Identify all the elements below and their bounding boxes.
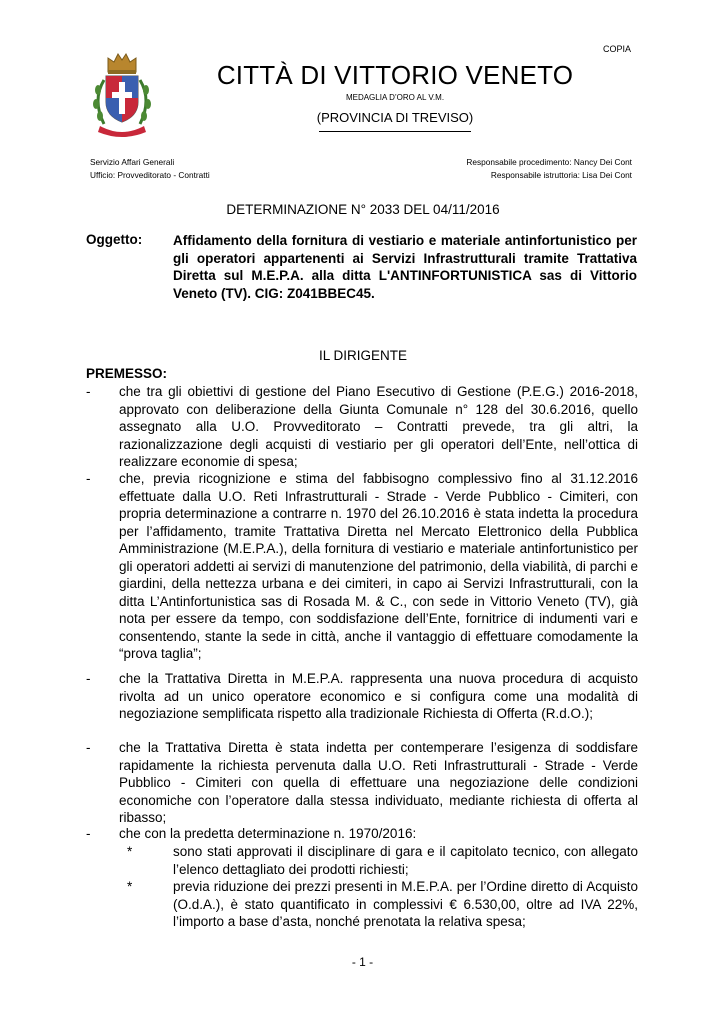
responsible-procedure: Responsabile procedimento: Nancy Dei Cont	[466, 157, 632, 167]
subject-label: Oggetto:	[86, 232, 143, 247]
sub-item: sono stati approvati il disciplinare di gara e il capitolato tecnico, con allegato l’elenco dettagliato dei prodotti richiesti;	[173, 844, 638, 877]
premise-item: che la Trattativa Diretta in M.E.P.A. rappresenta una nuova procedura di acquisto rivolta ad un unico operatore economico e si configura come una modalità di negoziazione semplificata rispetto alla tradizionale Richiesta di Offerta (R.d.O.);	[119, 671, 638, 721]
bullet-dash: -	[86, 384, 91, 399]
office-unit: Ufficio: Provveditorato - Contratti	[90, 170, 210, 180]
bullet-star: *	[127, 879, 133, 894]
premise-item: che con la predetta determinazione n. 1970/2016:	[119, 826, 417, 841]
city-title: CITTÀ DI VITTORIO VENETO	[216, 60, 574, 90]
province-subtitle: (PROVINCIA DI TREVISO)	[316, 110, 474, 125]
bullet-star: *	[127, 844, 133, 859]
responsible-info	[466, 156, 632, 182]
city-crest-logo	[86, 50, 158, 140]
section-heading: IL DIRIGENTE	[318, 348, 407, 363]
page-number: - 1 -	[351, 955, 374, 969]
premise-item: che la Trattativa Diretta è stata indetta per contemperare l’esigenza di soddisfare rapidamente la richiesta pervenuta dalla U.O. Reti Infrastrutturali - Strade - Verde Pubblico - Cimiteri con quella di effettuare una negoziazione delle condizioni economiche con l’operatore dalla stessa individuato, mediante richiesta di offerta al ribasso;	[119, 740, 638, 825]
bullet-dash: -	[86, 740, 91, 755]
bullet-dash: -	[86, 471, 91, 486]
header-divider	[319, 131, 471, 132]
bullet-dash: -	[86, 826, 91, 841]
premise-item: che tra gli obiettivi di gestione del Piano Esecutivo di Gestione (P.E.G.) 2016-2018, approvato con deliberazione della Giunta Comunale n° 128 del 30.6.2016, quello assegnato alla U.O. Provveditorato – Contratti prevede, tra gli altri, la razionalizzazione degli acquisti di vestiario per gli operatori dell’Ente, nell’ottica di realizzare economie di spesa;	[119, 384, 638, 469]
subject-text: Affidamento della fornitura di vestiario e materiale antinfortunistico per gli operatori appartenenti ai Servizi Infrastrutturali tramite Trattativa Diretta sul M.E.P.A. alla ditta L'ANTINFORTUNISTICA sas di Vittorio Veneto (TV). CIG: Z041BBEC45.	[173, 233, 637, 301]
copy-label: COPIA	[602, 44, 631, 54]
determination-title: DETERMINAZIONE N° 2033 DEL 04/11/2016	[226, 202, 500, 217]
office-service: Servizio Affari Generali	[90, 157, 175, 167]
office-info	[90, 156, 210, 182]
premise-item: che, previa ricognizione e stima del fabbisogno complessivo fino al 31.12.2016 effettuate dalla U.O. Reti Infrastrutturali - Strade - Verde Pubblico - Cimiteri, con propria determinazione a contrarre n. 1970 del 26.10.2016 è stata indetta la procedura per l’affidamento, tramite Trattativa Diretta nel Mercato Elettronico della Pubblica Amministrazione (M.E.P.A.), della fornitura di vestiario e materiale antinfortunistico per gli operatori addetti ai servizi di manutenzione del patrimonio, della viabilità, di parchi e giardini, della nettezza urbana e dei cimiteri, in capo ai Servizi Infrastrutturali, con la ditta L’Antinfortunistica sas di Rosada M. & C., con sede in Vittorio Veneto (TV), già nota per essere da tempo, con soddisfazione dell’Ente, fornitrice di indumenti vari e consentendo, stante la sede in città, anche il vantaggio di effettuare comodamente la “prova taglia”;	[119, 471, 638, 661]
responsible-instruction: Responsabile istruttoria: Lisa Dei Cont	[490, 170, 632, 180]
sub-item: previa riduzione dei prezzi presenti in M.E.P.A. per l’Ordine diretto di Acquisto (O.d.A.), è stato quantificato in complessivi € 6.530,00, oltre ad IVA 22%, l’importo a base d’asta, nonché prenotata la relativa spesa;	[173, 879, 638, 929]
premesso-label: PREMESSO:	[86, 366, 168, 381]
medal-subtitle: MEDAGLIA D’ORO AL V.M.	[345, 93, 445, 102]
bullet-dash: -	[86, 671, 91, 686]
